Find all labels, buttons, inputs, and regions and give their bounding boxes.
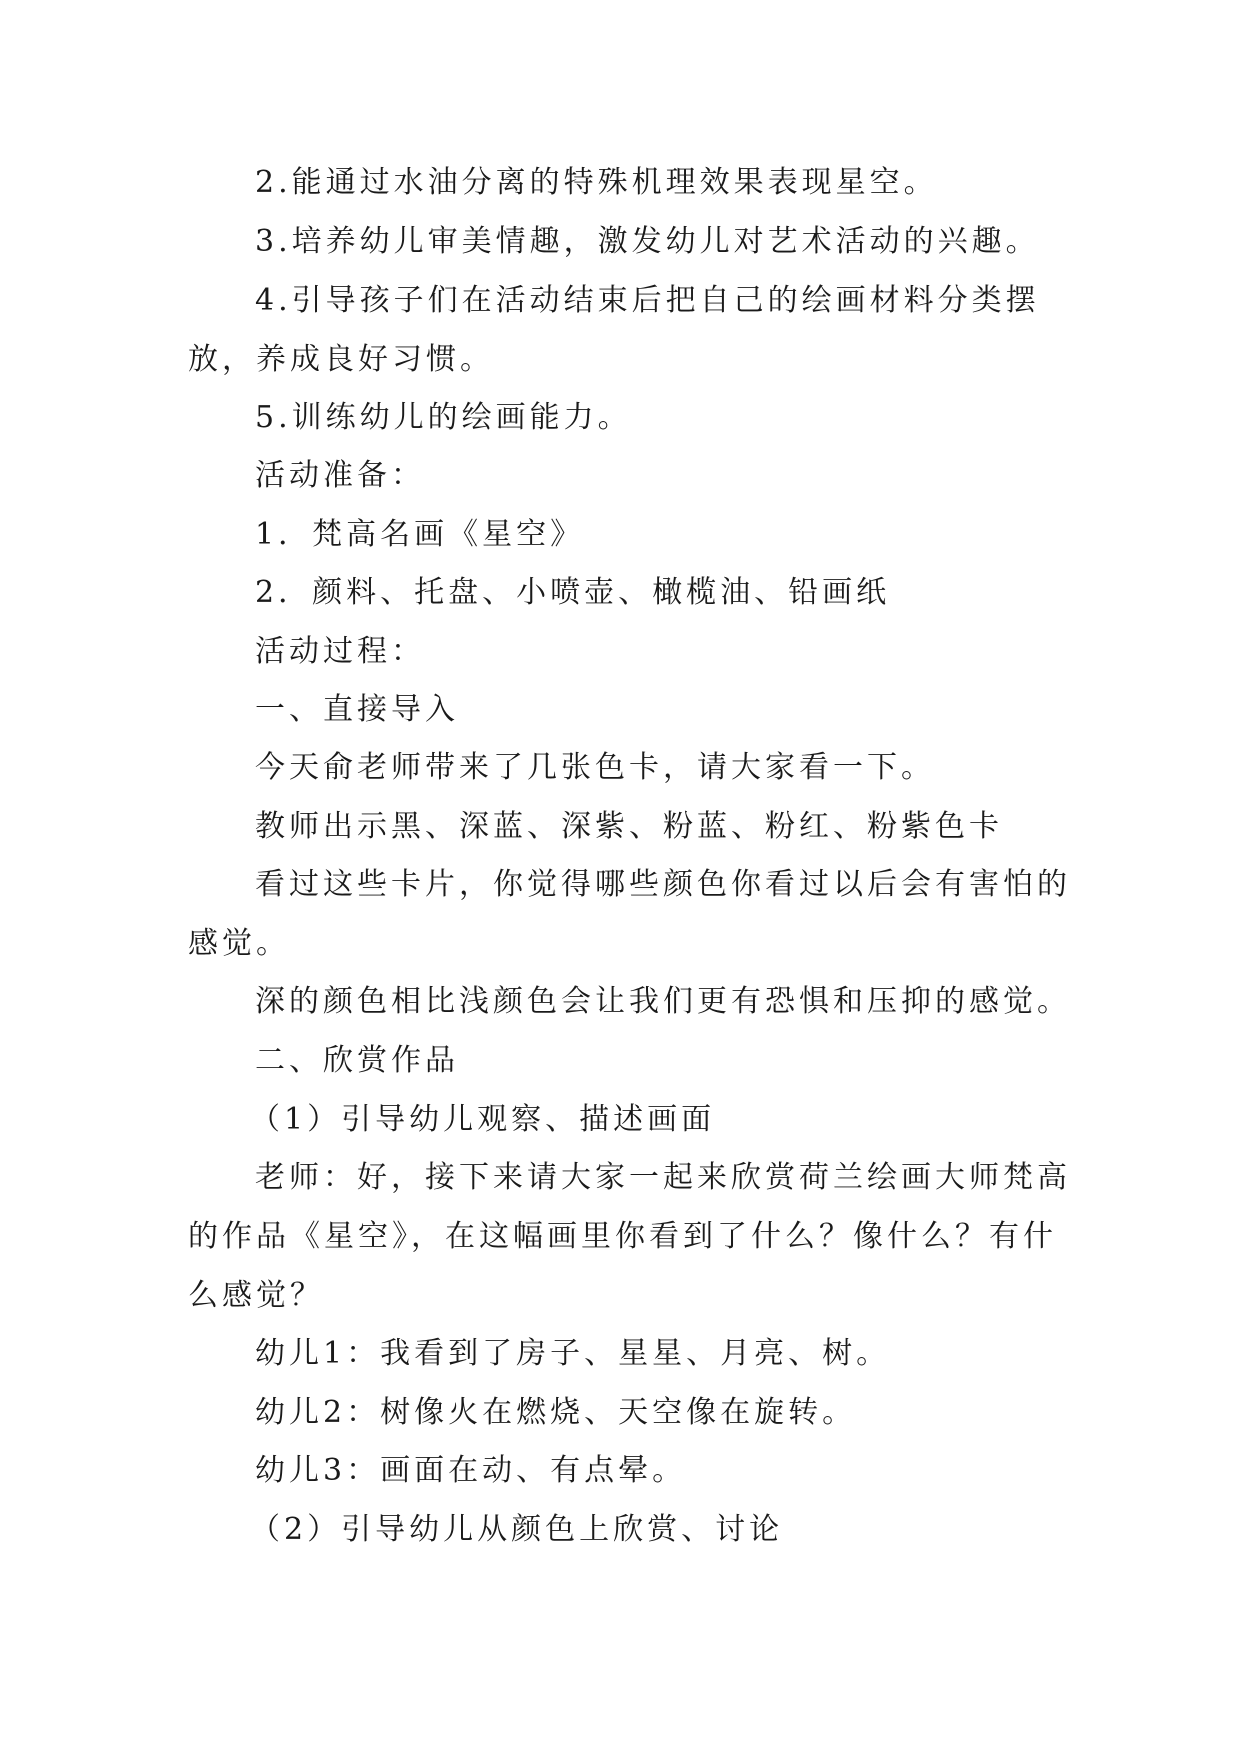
paragraph-line: 老师：好，接下来请大家一起来欣赏荷兰绘画大师梵高 — [255, 1160, 1071, 1195]
paragraph-line: 幼儿2：树像火在燃烧、天空像在旋转。 — [255, 1395, 857, 1430]
paragraph-line: 教师出示黑、深蓝、深紫、粉蓝、粉红、粉紫色卡 — [255, 809, 1003, 844]
subsection-heading: （1）引导幼儿观察、描述画面 — [250, 1102, 716, 1137]
paragraph-line: 4.引导孩子们在活动结束后把自己的绘画材料分类摆 — [255, 283, 1040, 318]
section-heading: 二、欣赏作品 — [255, 1043, 459, 1078]
paragraph-line: 感觉。 — [188, 926, 290, 961]
section-heading: 活动准备： — [255, 458, 425, 493]
paragraph-line: 放，养成良好习惯。 — [188, 342, 494, 377]
paragraph-line: 幼儿1：我看到了房子、星星、月亮、树。 — [255, 1336, 891, 1371]
subsection-heading: （2）引导幼儿从颜色上欣赏、讨论 — [250, 1512, 784, 1547]
paragraph-line: 幼儿3：画面在动、有点晕。 — [255, 1453, 687, 1488]
paragraph-line: 的作品《星空》，在这幅画里你看到了什么？像什么？有什 — [188, 1219, 1057, 1254]
list-item: 1．梵高名画《星空》 — [255, 517, 585, 552]
paragraph-line: 3.培养幼儿审美情趣，激发幼儿对艺术活动的兴趣。 — [255, 224, 1040, 259]
paragraph-line: 深的颜色相比浅颜色会让我们更有恐惧和压抑的感觉。 — [255, 984, 1071, 1019]
paragraph-line: 看过这些卡片，你觉得哪些颜色你看过以后会有害怕的 — [255, 867, 1071, 902]
section-heading: 一、直接导入 — [255, 692, 459, 727]
section-heading: 活动过程： — [255, 634, 425, 669]
list-item: 2．颜料、托盘、小喷壶、橄榄油、铅画纸 — [255, 575, 891, 610]
paragraph-line: 今天俞老师带来了几张色卡，请大家看一下。 — [255, 750, 935, 785]
paragraph-line: 2.能通过水油分离的特殊机理效果表现星空。 — [255, 165, 938, 200]
paragraph-line: 么感觉？ — [188, 1278, 324, 1313]
paragraph-line: 5.训练幼儿的绘画能力。 — [255, 400, 632, 435]
